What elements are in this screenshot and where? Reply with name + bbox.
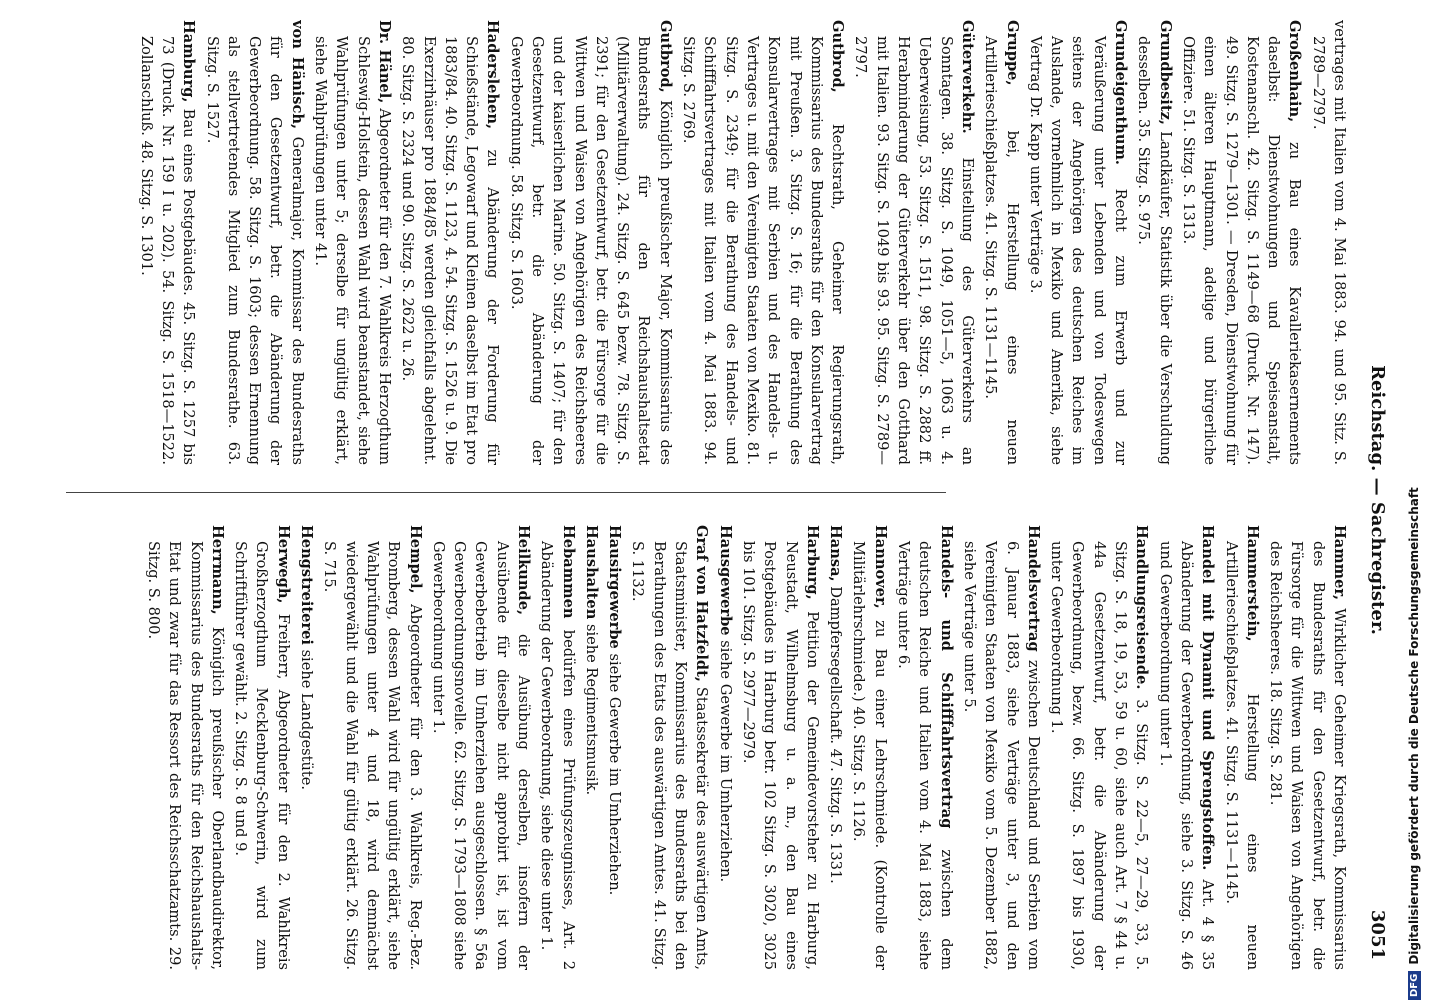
entry-lemma: Grundeigenthum. (1112, 20, 1130, 165)
entry-text: zwischen Deutschland und Serbien vom 6. Januar 1883, siehe Verträge unter 3, und den Vereinigten Staaten von Mexiko vom 5. Dezember 1882, siehe Verträge unter 5. (960, 541, 1042, 970)
entry-text: Abgeordneter für den 3. Wahlkreis, Reg.-Bez. Bromberg, dessen Wahl wird für ungültig erklärt, siehe Wahlprüfungen unter 4 und 18, wird demnächst wiedergewählt und die Wahl für gültig erklärt. 26. Sitzg. S. 715. (321, 541, 424, 970)
register-entry (604, 525, 625, 970)
register-entry (397, 20, 503, 465)
digitization-credit (1407, 0, 1431, 1000)
entry-text: 3. Sitzg. S. 22—5, 27—29, 33, 5. Sitzg. S. 18, 19, 53, 59 u. 60, siehe auch Art. 7 § 44 u. 44a Gesetzentwurf, betr. die Abänderung der Gewerbeordnung, bezw. 66. Sitzg. S. 1897 bis 1930, unter Gewerbeordnung 1. (1048, 541, 1151, 970)
entry-text: Staatssekretär des auswärtigen Amts, Staatsminister, Kommissarius des Bundesraths bei den Berathungen des Etats des auswärtigen Amtes. 41. Sitzg. S. 1132. (629, 541, 711, 970)
entry-lemma: Hausirgewerbe (606, 525, 624, 649)
register-entry (1046, 525, 1152, 970)
entry-text: Königlich preußischer Oberlandbaudirektor, Kommissarius des Bundesraths für den Reichshaushalts-Etat und zwar für das Ressort des Reichsschatzamts. 29. Sitzg. S. 800. (144, 541, 226, 970)
entry-text: zu Bau einer Lehrschmiede. (Kontrolle der Militärlehrschmiede.) 40. Sitzg. S. 1126. (850, 541, 889, 970)
entry-text: zu Abänderung der Forderung für Schießstände, Legowarf und Kleinen daselbst im Etat pro 1883/84. 40. Sitzg. S. 1123, 4. 54. Sitzg. S. 1526 u. 9. Die Exerzirhäuser pro 1884/85 werden gleichfalls abgelehnt. 80. Sitzg. S. 2324 und 90. Sitzg. S. 2622 u. 26. (399, 36, 502, 465)
entry-text: Landkäufer, Statistik über die Verschuldung desselben. 35. Sitzg. S. 975. (1135, 36, 1174, 465)
entry-lemma: Graf von Hatzfeldt, (693, 525, 711, 682)
entry-text: bei, Herstellung eines neuen Artillerieschießplatzes. 41. Sitzg. S. 1131—1145. (982, 36, 1021, 465)
entry-lemma: Handelsvertrag (1024, 525, 1042, 652)
entry-lemma: Hausgewerbe (716, 525, 734, 636)
entry-text: Dampfersegellschaft. 47. Sitzg. S. 1331. (827, 586, 845, 884)
register-entry (714, 525, 735, 970)
entry-lemma: Grundbesitz, (1156, 20, 1174, 125)
entry-text: Art. 4 § 35 Abänderung der Gewerbeordnung, siehe 3. Sitzg. S. 46 und Gewerbeordnung unter 1. (1156, 541, 1217, 970)
entry-text: die Ausübung derselben, insofern der Ausübende für dieselbe nicht approbirt ist, ist vom Gewerbebetrieb im Umherziehen ausgeschlossen. § 56a Gewerbeordnungsnovelle. 62. Sitzg. S. 1793—1808 siehe Gewerbeordnung unter 1. (429, 541, 533, 970)
entry-lemma: Handlungsreisende. (1133, 525, 1151, 690)
register-entry (505, 20, 675, 465)
left-column (30, 20, 1350, 465)
register-entry (143, 525, 228, 970)
credit-text: Digitalisierung gefördert durch die Deutsche Forschungsgemeinschaft (1407, 487, 1421, 965)
register-entry (1307, 20, 1350, 465)
register-entry (980, 20, 1023, 465)
register-entry (319, 525, 425, 970)
entry-text: Petition der Gemeindevorsteher zu Harburg, Neustadt, Wilhelmsburg u. a. m., den Bau eines Postgebäudes in Harburg betr. 102 Sitzg. S. 3020, 3025 bis 101. Sitzg. S. 2977—2979. (739, 541, 821, 970)
entry-text: siehe Regimentsmusik. (582, 623, 600, 796)
entry-text: Rechtsrath, Geheimer Regierungsrath, Kommissarius des Bundesraths für den Konsularvertrag mit Preußen. 3. Sitzg. S. 16; für die Berathung des Konsularvertrages mit Serbien und des Handels- u. Vertrages u. mit den Vereinigten Staaten von Mexiko. 81. Sitzg. S. 2349; für die Berathung des Handels- und Schifffahrtsvertrages mit Italien vom 4. Mai 1883. 94. Sitzg. S. 2769. (680, 36, 847, 465)
running-head (1358, 40, 1388, 960)
register-entry (581, 525, 602, 970)
entry-lemma: Hammer, (1331, 525, 1348, 601)
register-entry (1025, 20, 1131, 465)
register-entry (959, 525, 1044, 970)
entry-text: siehe Landgestüte. (298, 649, 316, 791)
register-entry (1178, 20, 1306, 465)
entry-text: zwischen dem deutschen Reiche und Italien vom 4. Mai 1883, siehe Verträge unter 6. (895, 541, 955, 970)
entry-lemma: Hannover, (871, 525, 889, 609)
entry-lemma: Hengstreiterei (298, 525, 316, 645)
entry-lemma: Harburg, (803, 525, 821, 600)
register-entry (296, 525, 317, 970)
entry-lemma: Herwegh, (274, 525, 292, 604)
dfg-logo: DFG (1408, 971, 1421, 1000)
entry-text: Königlich preußischer Major, Kommissarius des Bundesraths für den Reichshaushaltsetat (Militärverwaltung). 24. Sitzg. S. 645 bezw. 78. Sitzg. S. 2391; für den Gesetzentwurf, betr. die Fürsorge für die Wittwen und Waisen von Angehörigen des Reichsheeres und der kaiserlichen Marine. 50. Sitzg. S. 1407; für den Gesetzentwurf, betr. die Abänderung der Gewerbeordnung. 58. Sitzg. S. 1603. (507, 36, 674, 465)
entry-text: Abgeordneter für den 7. Wahlkreis Herzogthum Schleswig-Holstein, dessen Wahl wird beanstandet, siehe Wahlprüfungen unter 5; derselbe für ungültig erklärt, siehe Wahlprüfungen unter 41. (312, 36, 393, 465)
register-entry (893, 525, 957, 970)
entry-text: siehe Gewerbe im Umherziehen. (606, 653, 624, 896)
entry-text: siehe Gewerbe im Umherziehen. (716, 640, 734, 883)
entry-text: Wirklicher Geheimer Kriegsrath, Kommissarius des Bundesraths für den Gesetzentwurf, betr. die Fürsorge für die Wittwen und Waisen von Angehörigen des Reichsheeres. 18. Sitzg. S. 281. (1267, 541, 1348, 970)
register-entry (627, 525, 712, 970)
entry-text: Generalmajor, Kommissar des Bundesraths für den Gesetzentwurf, betr. die Abänderung der Gewerbeordnung. 58. Sitzg. S. 1603; dessen Ernennung als stellvertretendes Mitglied zum Bundesrathe. 63. Sitzg. S. 1527. (203, 36, 306, 465)
entry-lemma: Haderslehen, (484, 20, 502, 130)
entry-text: zu Bau eines Kavalleriekasernements daselbst: Dienstwohnungen und Speiseanstalt, Kostenanschl. 42. Sitzg. S. 1149—68 (Druck. Nr. 147). 49. Sitzg. S. 1279—1301. — Dresden, Dienstwohnung für einen älteren Hauptmann, adelige und bürgerliche Offiziere. 51. Sitzg. S. 1313. (1179, 36, 1304, 465)
register-entry (850, 20, 978, 465)
entry-lemma: von Hänisch, (288, 20, 306, 130)
entry-text: Recht zum Erwerb und zur Veräußerung unter Lebenden und von Todeswegen seitens der Angehörigen des deutschen Reiches im Auslande, vornehmlich in Mexiko und Amerika, siehe Vertrag Dr. Kapp unter Verträge 3. (1026, 36, 1130, 465)
entry-lemma: Hansa, (827, 525, 845, 582)
register-entry (536, 525, 579, 970)
running-head-title: Reichstag. — Sachregister. (1367, 365, 1388, 635)
entry-text: Freiherr, Abgeordneter für den 2. Wahlkreis Großherzogthum Mecklenburg-Schwerin, wird zum Schriftführer gewählt. 2. Sitzg. S. 8 und 9. (232, 541, 292, 970)
entry-lemma: Handels- und Schifffahrtsvertrag (937, 525, 955, 829)
entry-lemma: Herrmann, (208, 525, 226, 615)
entry-lemma: Großenhain, (1286, 20, 1304, 123)
register-entry (310, 20, 395, 465)
column-divider (66, 492, 946, 493)
page-number: 3051 (1367, 909, 1388, 960)
register-entry (1154, 525, 1218, 970)
register-entry (428, 525, 534, 970)
register-entry (201, 20, 307, 465)
entry-lemma: Hammerstein, (1243, 525, 1261, 642)
register-entry (848, 525, 891, 970)
register-entry (1220, 525, 1263, 970)
register-entry (1265, 525, 1350, 970)
entry-lemma: Gutbrod, (656, 20, 674, 93)
register-entry (230, 525, 294, 970)
register-entry (738, 525, 823, 970)
entry-lemma: Güterverkehr. (958, 20, 976, 134)
register-entry (1133, 20, 1176, 465)
register-entry (825, 525, 846, 970)
entry-text: Herstellung eines neuen Artillerieschießplatzes. 41. Sitzg. S. 1131—1145. (1222, 541, 1261, 970)
entry-text: vertrages mit Italien vom 4. Mai 1883. 94. und 95. Sitz. S. 2789—2797. (1309, 20, 1348, 465)
entry-lemma: Gruppe, (1003, 20, 1021, 86)
entry-lemma: Handel mit Dynamit und Sprengstoffen. (1199, 525, 1217, 871)
entry-lemma: Hempel, (406, 525, 424, 594)
entry-lemma: Dr. Hänel, (375, 20, 393, 104)
entry-text: Bau eines Postgebäudes. 45. Sitzg. S. 1257 bis 73 (Druck. Nr. 159 I u. 202). 54. Sitzg. S. 1518—1522. Zollanschluß. 48. Sitzg. S. 1301. (137, 36, 198, 465)
right-column (30, 525, 1350, 970)
entry-lemma: Gutbrod, (829, 20, 847, 93)
entry-text: Einstellung des Güterverkehrs an Sonntagen. 38. Sitzg. S. 1049, 1051—5, 1063 u. 4. Ueberweisung, 53. Sitzg. S. 1511, 98. Sitzg. S. 2882 ff. Herabminderung der Güterverkehr über den Gotthard mit Italien. 93. Sitzg. S. 1049 bis 93. 95. Sitzg. S. 2789—2797. (852, 36, 976, 465)
entry-lemma: Hamburg, (180, 20, 198, 103)
entry-lemma: Hebammen (559, 525, 577, 619)
register-entry (135, 20, 199, 465)
entry-lemma: Heilkunde, (515, 525, 533, 616)
register-entry (678, 20, 848, 465)
entry-text: bedürfen eines Prüfungszeugnisses, Art. 2 Abänderung der Gewerbeordnung, siehe diese unter 1. (538, 541, 577, 970)
entry-lemma: Haushalten (582, 525, 600, 620)
